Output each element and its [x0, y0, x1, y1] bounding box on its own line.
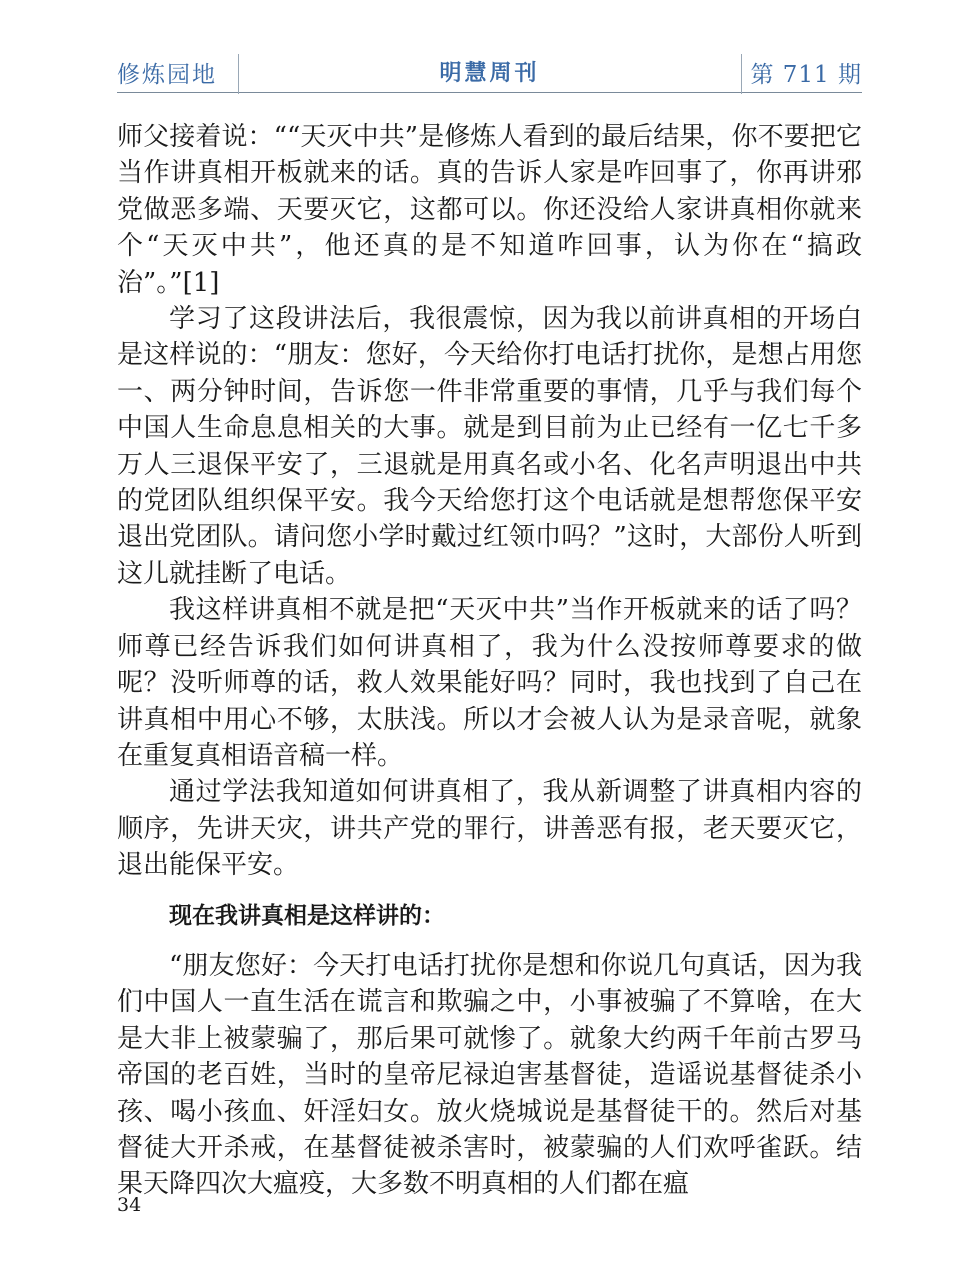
body-paragraph: 通过学法我知道如何讲真相了，我从新调整了讲真相内容的顺序，先讲天灾，讲共产党的罪行，讲善恶有报，老天要灭它，退出能保平安。: [117, 777, 862, 881]
body-paragraph: 师父接着说：““天灭中共”是修炼人看到的最后结果，你不要把它当作讲真相开板就来的话。真的告诉人家是咋回事了，你再讲邪党做恶多端、天要灭它，这都可以。你还没给人家讲真相你就来个“天灭中共”，他还真的是不知道咋回事，认为你在“搞政治”。”[1]: [117, 122, 862, 298]
body-paragraph: 学习了这段讲法后，我很震惊，因为我以前讲真相的开场白是这样说的：“朋友：您好，今天给你打电话打扰你，是想占用您一、两分钟时间，告诉您一件非常重要的事情，几乎与我们每个中国人生命息息相关的大事。就是到目前为止已经有一亿七千多万人三退保平安了，三退就是用真名或小名、化名声明退出中共的党团队组织保平安。我今天给您打这个电话就是想帮您保平安退出党团队。请问您小学时戴过红领巾吗？”这时，大部份人听到这儿就挂断了电话。: [117, 304, 862, 589]
section-title: 修炼园地: [117, 62, 217, 88]
header-divider-right: [741, 54, 742, 94]
article-body: [117, 119, 862, 1203]
publication-title: 明慧周刊: [439, 60, 540, 86]
quote-paragraph: “朋友您好：今天打电话打扰你是想和你说几句真话，因为我们中国人一直生活在谎言和欺骗之中，小事被骗了不算啥，在大是大非上被蒙骗了，那后果可就惨了。就象大约两千年前古罗马帝国的老百姓，当时的皇帝尼禄迫害基督徒，造谣说基督徒杀小孩、喝小孩血、奸淫妇女。放火烧城说是基督徒干的。然后对基督徒大开杀戒，在基督徒被杀害时，被蒙骗的人们欢呼雀跃。结果天降四次大瘟疫，大多数不明真相的人们都在瘟: [117, 950, 862, 1200]
issue-number: 第 711 期: [750, 62, 862, 88]
body-paragraph: 我这样讲真相不就是把“天灭中共”当作开板就来的话了吗？师尊已经告诉我们如何讲真相了，我为什么没按师尊要求的做呢？没听师尊的话，救人效果能好吗？同时，我也找到了自己在讲真相中用心不够，太肤浅。所以才会被人认为是录音呢，就象在重复真相语音稿一样。: [117, 595, 862, 771]
page-number: 34: [117, 1194, 142, 1216]
page-header: [117, 50, 862, 93]
section-subheading: 现在我讲真相是这样讲的：: [169, 902, 445, 929]
